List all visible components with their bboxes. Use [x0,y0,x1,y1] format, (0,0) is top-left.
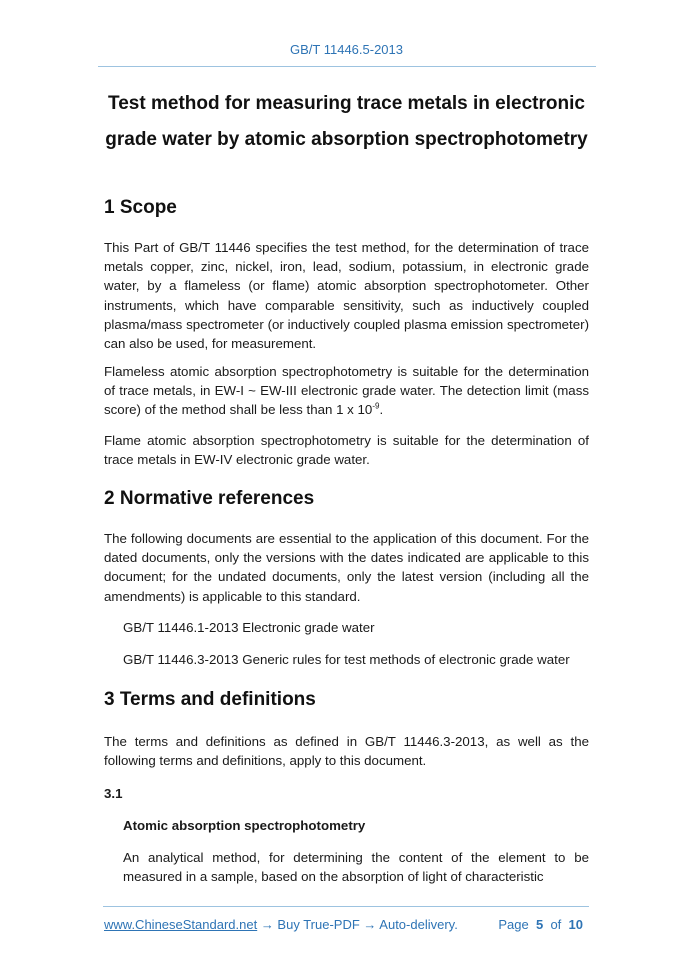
website-link[interactable]: www.ChineseStandard.net [104,917,258,932]
page-total: 10 [568,917,583,932]
footer-divider [103,906,589,907]
reference-item: GB/T 11446.3-2013 Generic rules for test methods of electronic grade water [123,652,570,667]
scope-paragraph-3: Flame atomic absorption spectrophotometry is suitable for the determination of trace metals in EW-IV electronic grade water. [104,433,589,468]
term-name: Atomic absorption spectrophotometry [123,818,366,833]
page-indicator [498,917,583,932]
page-footer [104,917,589,932]
page-of-label: of [550,917,562,932]
scope-paragraph-1: This Part of GB/T 11446 specifies the test method, for the determination of trace metals copper, zinc, nickel, iron, lead, sodium, potassium, in electronic grade water, by a flameless (or flame) atomic absorption spectrophotometer. Other instruments, which have comparable sensitivity, such as inductively coupled plasma/mass spectrometer (or inductively coupled plasma emission spectrometer) can also be used, for measurement. [104,240,589,352]
page-current: 5 [535,917,544,932]
title-line-1: Test method for measuring trace metals in electronic [108,93,585,114]
term-definition: An analytical method, for determining the content of the element to be measured in a sample, based on the absorption of light of characteristic [123,850,589,885]
period: . [379,402,384,418]
exponent: -9 [372,401,380,411]
title-line-2: grade water by atomic absorption spectrophotometry [105,129,588,150]
section-heading-normative-references: 2 Normative references [104,488,315,509]
normative-paragraph: The following documents are essential to the application of this document. For the dated documents, only the versions with the dates indicated are applicable to this document; for the undated documents, only the latest version (including all the amendments) is applicable to this standard. [104,531,589,604]
clause-number: 3.1 [104,786,123,801]
running-header: GB/T 11446.5-2013 [290,42,403,57]
reference-item: GB/T 11446.1-2013 Electronic grade water [123,620,375,635]
promo-text: → Buy True-PDF → Auto-delivery. [257,917,458,932]
document-title [60,86,633,158]
section-heading-scope: 1 Scope [104,197,177,218]
scope-paragraph-2-text: Flameless atomic absorption spectrophotometry is suitable for the determination of trace metals, in EW-I ~ EW-III electronic grade water. The detection limit (mass score) of the method shall be less than 1 x 10 [104,364,589,418]
section-heading-terms: 3 Terms and definitions [104,689,316,710]
terms-paragraph: The terms and definitions as defined in GB/T 11446.3-2013, as well as the following terms and definitions, apply to this document. [104,734,589,769]
scope-paragraph-2 [104,362,589,420]
page-label: Page [498,917,529,932]
header-divider [98,66,596,67]
